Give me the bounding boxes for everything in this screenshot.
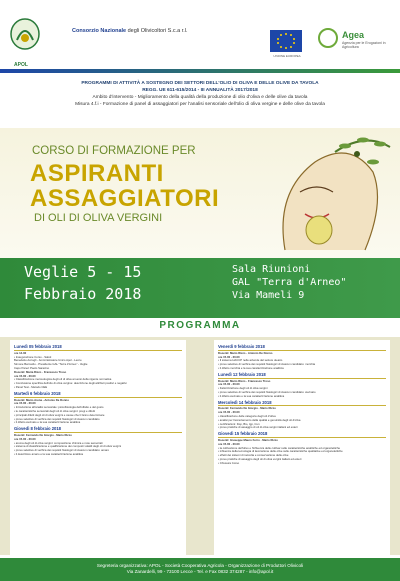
agea-subtitle: Agenzia per le Erogazioni in Agricoltura — [342, 41, 386, 49]
schedule-item: • Il sistema HACCP nelle aziende del settore oleario — [218, 358, 283, 363]
schedule-item: • classificazione delle categorie degli oli d'oliva — [218, 413, 276, 418]
schedule-item: • aroma degli oli di oliva vergini: composizione chimica e note sensoriali — [14, 440, 103, 445]
programma-heading: PROGRAMMA — [159, 320, 241, 331]
programme-line-2: REGG. UE 611-615/2014 - III ANNUALITÀ 2017/2018 — [142, 88, 258, 93]
schedule-item: Docenti: Fernando De Giorgio - Mario Rizzo — [14, 432, 72, 437]
schedule-day-heading: Mercoledì 14 febbraio 2018 — [218, 401, 386, 407]
schedule-item: Docenti: Maria Rizzo - Francesco Troso — [14, 369, 67, 374]
apol-logo-icon — [8, 18, 42, 58]
schedule-item: Docenti: Mario Rizzo - Antonio De Donno — [218, 350, 273, 355]
schedule-item: ore 15.00 - 20.00 — [218, 410, 240, 415]
schedule-item: • prove pratiche di assaggio di oli di oliva vergini italiani ed esteri — [218, 425, 298, 430]
schedule-item: ore 15.00 - 20.00 — [14, 401, 36, 406]
venue-address: Via Mameli 9 — [232, 290, 305, 301]
schedule-day-heading: Giovedì 15 febbraio 2018 — [218, 432, 386, 438]
schedule-item: Benedetto Accogli - Amministratore Unico Apol - Lecce — [14, 358, 82, 363]
schedule-item: • il difetto avvinato e la sua caratterizzazione analitica — [218, 393, 285, 398]
venue-gal: GAL "Terra d'Arneo" — [232, 277, 347, 288]
schedule-item: • effetti dei sistemi di raccolta e conservazione delle olive — [218, 453, 289, 458]
schedule-item: • Inaugurazione Corso - Saluti — [14, 354, 52, 359]
woman-olive-illustration — [245, 132, 395, 256]
schedule-item: ore 15.00 - 20.00 — [14, 436, 36, 441]
schedule-item: • il difetto avvinato e la sua caratterizzazione analitica — [14, 420, 81, 425]
schedule-item: • prove selettive di verifica dei requisiti fisiologici di ciascun candidato: avvinato — [218, 389, 316, 394]
schedule-item: • Introduzione all'analisi sensoriale: psicofisiologia dell'olfatto e del gusto — [14, 405, 104, 410]
agea-label: Agea — [342, 30, 365, 40]
eu-caption: UNIONE EUROPEA — [273, 54, 301, 58]
schedule-item: • prove selettive di verifica dei requisiti fisiologici di ciascun candidato: morchia — [218, 362, 316, 367]
schedule-day-heading: Venerdì 9 febbraio 2018 — [218, 345, 386, 351]
title-oli: DI OLI DI OLIVA VERGINI — [34, 212, 163, 224]
schedule-item: • le caratteristiche sensoriali degli oli di oliva vergini: pregi e difetti — [14, 408, 96, 413]
schedule-right-column — [214, 340, 390, 555]
programme-line-1: PROGRAMMI DI ATTIVITÀ A SOSTEGNO DEI SETTORI DELL'OLIO DI OLIVA E DELLE OLIVE DA TAVOLA — [81, 81, 319, 86]
schedule-item: • la coltivazione dell'olivo e l'influenza delle cultivar sulle caratteristiche analitiche ed organolettiche — [218, 445, 341, 450]
schedule-item: • prove selettive di verifica dei requisiti fisiologici di ciascun candidato — [14, 416, 100, 421]
schedule-item: • Fattorizzazione degli oli di oliva vergini — [218, 386, 268, 391]
programme-info — [20, 80, 380, 108]
event-dates: Veglie 5 - 15 — [24, 263, 142, 281]
schedule-day-heading: Lunedì 05 febbraio 2018 — [14, 345, 182, 351]
programme-line-3: Ambito d'intervento - Miglioramento della qualità della produzione di olio d'oliva e delle olive da tavola — [92, 95, 308, 100]
apol-label: APOL — [14, 62, 28, 68]
schedule-item: • influenza della tecnologia di lavorazione delle olive sulle caratteristiche qualitative ed organolettiche — [218, 449, 343, 454]
schedule-item: • sistema di classificazione e qualificazione dei composti volatili degli oli di oliva vergini — [14, 444, 122, 449]
schedule-day-heading: Lunedì 12 febbraio 2018 — [218, 373, 386, 379]
schedule-item: • analisi per l'accertamento della qualità e genuinità degli oli d'oliva — [218, 417, 301, 422]
title-aspiranti: ASPIRANTI — [30, 160, 164, 187]
footer — [0, 558, 400, 581]
schedule-item: • il descrittore amaro e la sua caratterizzazione analitica — [14, 451, 84, 456]
schedule-item: • prove selettive di verifica dei requisiti fisiologici di ciascun candidato: amaro — [14, 448, 110, 453]
schedule-item: Capo Panel: Paolo Saracino — [14, 365, 50, 370]
programme-line-4: Misura 4.f.i - Formazione di panel di assaggiatori per l'analisi sensoriale dell'olio di oliva vergine e delle olive da tavola — [75, 102, 325, 107]
schedule-item: Docenti: Fernando De Giorgio - Mario Rizzo — [218, 406, 276, 411]
eu-flag-icon — [270, 30, 302, 52]
schedule-item: • Conclusione specifica dell'olio di oliva vergine: descrizione degli attributi positivi e negativi — [14, 381, 127, 386]
schedule-item: ore 15.00 - 20.00 — [218, 382, 240, 387]
schedule-item: ore 15.00 - 20.00 — [14, 373, 36, 378]
schedule-item: • Panel Test - Metodo CEE — [14, 384, 48, 389]
event-month: Febbraio 2018 — [24, 285, 142, 303]
course-subtitle: CORSO DI FORMAZIONE PER — [32, 145, 196, 157]
schedule-left-column — [10, 340, 186, 555]
schedule-item: ore 15.00 - 20.00 — [218, 441, 240, 446]
schedule-item: • il difetto morchia e la sua caratterizzazione analitica — [218, 365, 284, 370]
schedule-item: • Classificazione merceologica degli oli di oliva ai sensi della vigente normativa — [14, 377, 112, 382]
consorzio-logo-text: Consorzio Nazionale degli Olivicoltori S.c.a r.l. — [72, 28, 188, 34]
schedule-item: Simone Bernardo - Presidente GAL "Terra d'Arneo" - Veglie — [14, 362, 88, 367]
footer-line-2: Via Zanardelli, 99 - 73100 Lecce - Tel. e Fax 0832 374287 - info@apol.it — [126, 569, 274, 574]
footer-line-1: Segreteria organizzativa: APOL - Società Cooperativa Agricola - Organizzazione di Produttori Olivicoli — [96, 563, 304, 568]
venue-room: Sala Riunioni — [232, 264, 311, 275]
schedule-item: ore 15.00 - 20.00 — [218, 354, 240, 359]
header-stripe — [0, 69, 400, 73]
header — [0, 0, 400, 78]
schedule-day-heading: Giovedì 8 febbraio 2018 — [14, 427, 182, 433]
schedule-item: Docenti: Mario Arena - Antonio De Donno — [14, 397, 69, 402]
schedule-item: • Chiusura Corso — [218, 460, 240, 465]
schedule-item: Docenti: Giuseppe Mauro Ferro - Mario Rizzo — [218, 437, 278, 442]
agea-logo-icon — [318, 28, 338, 48]
schedule-item: • certificazioni: Dop, Bio, Igp, Cun — [218, 421, 260, 426]
title-assaggiatori: ASSAGGIATORI — [30, 185, 220, 212]
schedule-item: • principali difetti degli oli di oliva vergini e cause che li fanno determinare — [14, 412, 105, 417]
schedule-item: ore 14.30 — [14, 350, 27, 355]
schedule-day-heading: Martedì 6 febbraio 2018 — [14, 392, 182, 398]
schedule-item: • prove pratiche di assaggio degli oli di oliva vergini italiani ed esteri — [218, 456, 302, 461]
schedule-item: Docenti: Mario Rizzo - Francesco Troso — [218, 378, 271, 383]
